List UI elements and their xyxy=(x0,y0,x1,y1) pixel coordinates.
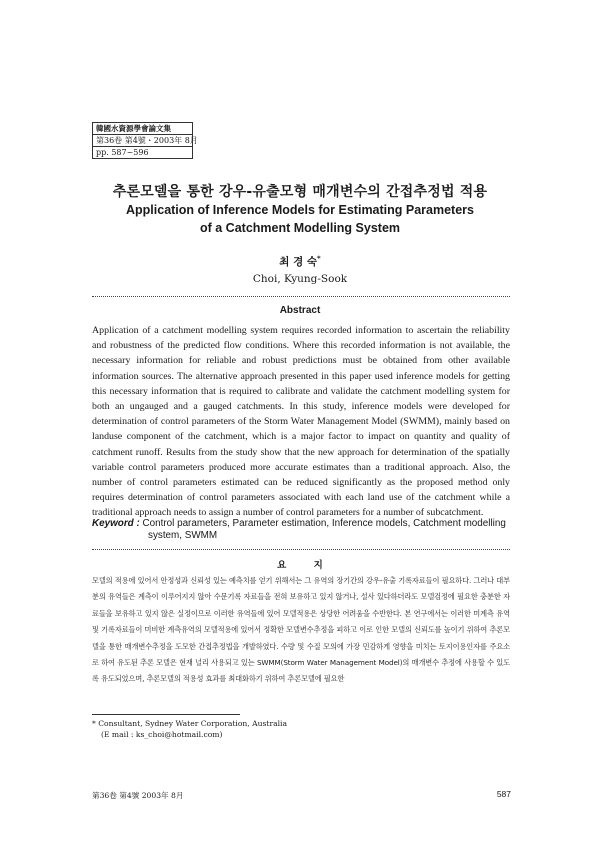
journal-name: 韓國水資源學會論文集 xyxy=(93,123,192,135)
footnote xyxy=(92,718,287,740)
footer-journal-info: 第36卷 第4號 2003年 8月 xyxy=(92,791,184,800)
footnote-email: (E mail : ks_choi@hotmail.com) xyxy=(101,730,223,739)
keyword-label: Keyword : xyxy=(92,518,140,529)
page-number: 587 xyxy=(496,789,511,799)
keywords-line2: system, SWMM xyxy=(148,530,218,541)
keyword-block xyxy=(92,516,510,531)
title-english-line2: of a Catchment Modelling System xyxy=(199,221,401,235)
divider-middle xyxy=(92,549,510,550)
korean-abstract-text: 모델의 적용에 있어서 안정성과 신뢰성 있는 예측치를 얻기 위해서는 그 유역의 장기간의 강우-유출 기록자료들이 필요하다. 그러나 대부분의 유역들은 계측이 이루어지지 않아 수문기록 자료들을 전혀 보유하고 있지 않거나, 설사 있다하더라도 모델검정에 필요한 충분한 자료들을 보유하고 있지 않은 실정이므로 이러한 유역들에 있어 모델적용은 상당한 어려움을 수반한다. 본 연구에서는 이러한 미계측 유역 및 기록자료들이 미비한 계측유역의 모델적용에 있어서 정확한 모델변수추정을 피하고 이로 인한 모델의 신뢰도를 높이기 위하여 추론모델을 통한 매개변수추정을 도모한 간접추정법을 개발하였다. 수량 및 수질 모의에 가장 민감하게 영향을 미치는 토지이용인자를 주요소로 하여 유도된 추론 모델은 현재 널리 사용되고 있는 SWMM(Storm Water Management Model)의 매개변수 추정에 사용할 수 있도록 유도되었으며, 추론모델의 적용성 효과를 최대화하기 위하여 추론모델에 필요한 xyxy=(92,576,510,684)
abstract-heading: Abstract xyxy=(279,305,321,316)
footnote-rule xyxy=(92,714,240,715)
journal-info-box xyxy=(92,122,198,159)
author-korean xyxy=(0,254,600,269)
author-korean-name: 최 경 숙 xyxy=(279,256,318,268)
author-english: Choi, Kyung-Sook xyxy=(252,273,348,285)
title-korean: 추론모델을 통한 강우-유출모형 매개변수의 간접추정법 적용 xyxy=(112,184,488,200)
abstract-text: Application of a catchment modelling system requires recorded information to ascertain the reliability and robustness of the predicted flow conditions. Where this recorded information is not available, the necessary information for reliable and robust predictions must be obtained from other available information sources. The alternative approach presented in this paper used inference models for getting this necessary information that is required to calibrate and validate the catchment modelling system for both an ungauged and a gauged catchments. In this study, inference models were developed for determination of control parameters of the Storm Water Management Model (SWMM), mainly based on landuse component of the catchment, which is a major factor to impact on quantity and quality of catchment runoff. Results from the study show that the new approach for determination of the spatially variable control parameters produced more accurate estimates than a traditional approach. Also, the number of control parameters estimated can be reduced significantly as the proposed method only requires determination of control parameters associated with each land use of the catchment while a traditional approach needs to assign a number of control parameters for a number of subcatchment. xyxy=(92,325,510,519)
keywords-line1: Control parameters, Parameter estimation, Inference models, Catchment modelling xyxy=(142,518,506,529)
journal-volume-issue: 第36卷 第4號・2003年 8月 xyxy=(93,135,192,147)
author-marker: * xyxy=(317,254,321,263)
journal-pages: pp. 587~596 xyxy=(96,148,149,157)
title-english-line1: Application of Inference Models for Estimating Parameters xyxy=(126,203,474,217)
footnote-affiliation: * Consultant, Sydney Water Corporation, Australia xyxy=(92,719,287,728)
korean-abstract-heading: 요 지 xyxy=(277,560,335,571)
divider-top xyxy=(92,296,510,297)
